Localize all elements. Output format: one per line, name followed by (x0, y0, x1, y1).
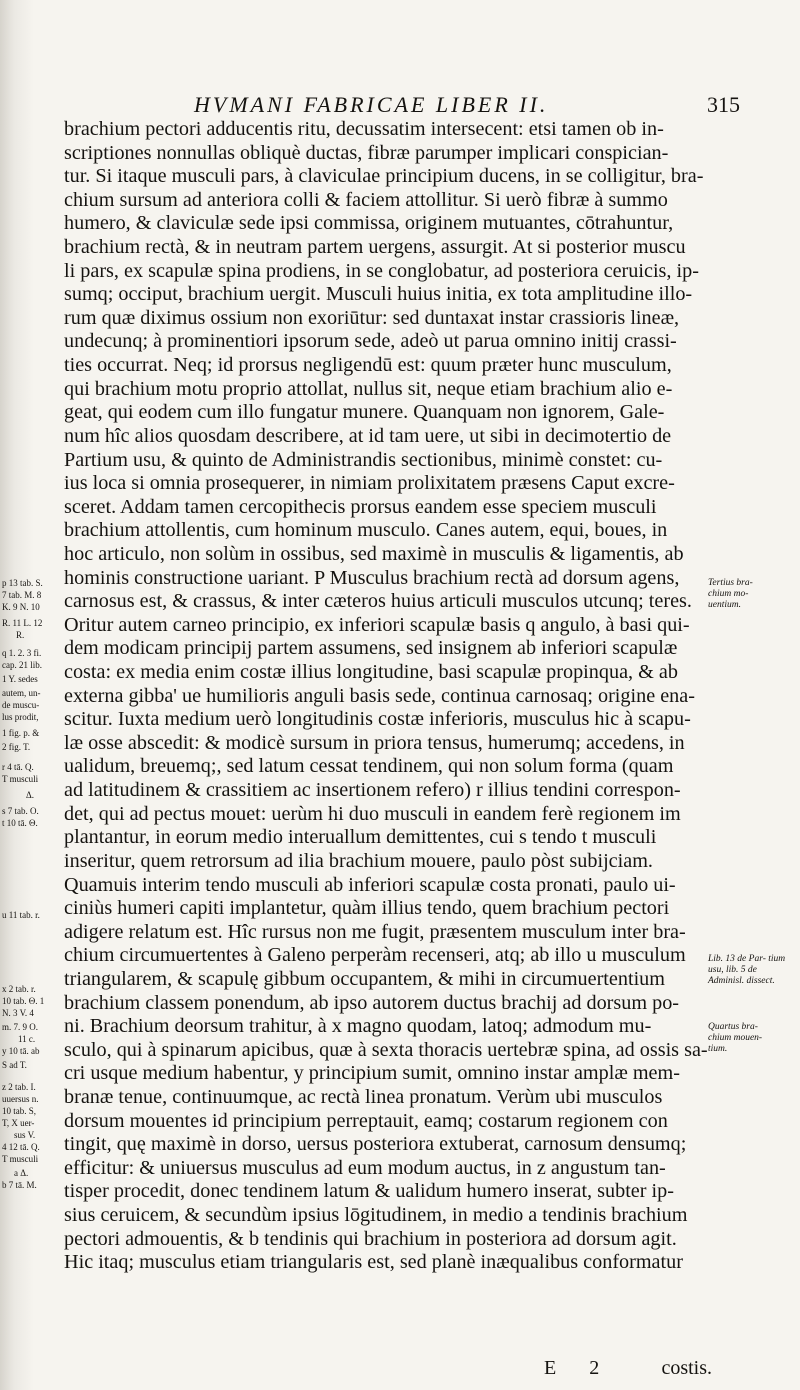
margin-note: 10 tab. S, (2, 1106, 37, 1116)
text-line: Oritur autem carneo principio, ex inferiori scapulæ basis q angulo, à basi qui- (64, 613, 690, 636)
main-text-block (64, 118, 712, 1298)
margin-note: K. 9 N. 10 (2, 602, 40, 612)
margin-note: 1 Y. sedes (2, 674, 38, 684)
text-line: pectori admouentis, & b tendinis qui brachium in posteriora ad dorsum agit. (64, 1227, 677, 1250)
text-line: chium sursum ad anteriora colli & faciem attollitur. Si uerò fibræ à summo (64, 188, 668, 211)
margin-note: 7 tab. M. 8 (2, 590, 42, 600)
text-line: triangularem, & scapulę gibbum occupantem, & mihi in circumuertentium (64, 967, 665, 990)
margin-note: 10 tab. Θ. 1 (2, 996, 45, 1006)
margin-note: t 10 tā. Θ. (2, 818, 38, 828)
text-line: sculo, qui à spinarum apicibus, quæ à sexta thoracis uertebræ spina, ad ossis sa- (64, 1038, 708, 1061)
text-line: undecunq; à prominentiori ipsorum sede, adeò ut parua omnino initij crassi- (64, 330, 677, 353)
margin-note: q 1. 2. 3 fi. (2, 648, 42, 658)
running-header (150, 92, 740, 120)
margin-note: lus prodit, (2, 712, 39, 722)
text-line: brachium attollentis, cum hominum musculo. Canes autem, equi, boues, in (64, 519, 668, 542)
text-line: efficitur: & uniuersus musculus ad eum modum auctus, in z angustum tan- (64, 1156, 666, 1179)
page-number: 315 (707, 92, 740, 117)
text-line: plantantur, in eorum medio interuallum demittentes, cui s tendo t musculi (64, 826, 657, 849)
text-line: tur. Si itaque musculi pars, à claviculae principium ducens, in se colligitur, bra- (64, 165, 704, 188)
text-line: branæ tenue, continuumque, ac rectà linea pronatum. Verùm ubi musculos (64, 1085, 663, 1108)
text-line: externa gibba' ue humilioris anguli basis sede, continua carnosaq; origine ena- (64, 684, 695, 707)
margin-note: uuersus n. (2, 1094, 39, 1104)
text-line: Quamuis interim tendo musculi ab inferiori scapulæ costa pronati, paulo ui- (64, 873, 676, 896)
margin-note: x 2 tab. r. (2, 984, 36, 994)
margin-note: p 13 tab. S. (2, 578, 43, 588)
margin-note: 11 c. (18, 1034, 36, 1044)
text-line: num hîc alios quosdam describere, at id tam uere, ut sibi in decimotertio de (64, 424, 672, 447)
text-line: adigere relatum est. Hîc rursus non me fugit, præsentem musculum inter bra- (64, 920, 686, 943)
page-footer (64, 1357, 712, 1383)
text-line: læ osse abscedit: & modicè sursum in priora tensus, humerumq; accedens, in (64, 731, 685, 754)
text-line: ius loca si omnia prosequerer, in nimiam prolixitatem præsens Caput excre- (64, 472, 675, 495)
text-line: rum quæ diximus ossium non exoriūtur: sed duntaxat instar crassioris lineæ, (64, 306, 680, 329)
running-title: HVMANI FABRICAE LIBER II. (194, 92, 549, 117)
margin-note: cap. 21 lib. (2, 660, 42, 670)
catchword: costis. (661, 1357, 712, 1379)
margin-note: r 4 tā. Q. (2, 762, 34, 772)
text-line: qui brachium motu proprio attollat, nullus sit, neque etiam brachium alio e- (64, 377, 673, 400)
text-line: hoc articulo, non solùm in ossibus, sed maximè in musculis & ligamentis, ab (64, 542, 684, 565)
text-line: dem modicam principij partem assumens, sed insignem ab inferiori scapulæ (64, 637, 678, 660)
text-line (64, 1275, 712, 1299)
signature-mark: E 2 (544, 1357, 614, 1379)
margin-note: m. 7. 9 O. (2, 1022, 38, 1032)
text-line: carnosus est, & crassus, & inter cæteros huius articuli musculos utcunq; teres. (64, 590, 692, 613)
margin-note: T musculi (2, 1154, 39, 1164)
text-line: Hic itaq; musculus etiam triangularis est, sed planè inæqualibus conformatur (64, 1251, 683, 1274)
text-line: sius ceruicem, & secundùm ipsius lōgitudinem, in medio a tendinis brachium (64, 1204, 688, 1227)
margin-note: s 7 tab. O. (2, 806, 39, 816)
side-reference: Lib. 13 de Par- tium usu, lib. 5 de Adminisl. dissect. (708, 954, 786, 986)
text-line: tingit, quę maximè in dorso, uersus posteriora extuberat, carnosum densumq; (64, 1133, 687, 1156)
text-line: sumq; occiput, brachium uergit. Musculi huius initia, ex tota amplitudine illo- (64, 283, 693, 306)
margin-note: b 7 tā. M. (2, 1180, 37, 1190)
margin-note: S ad T. (2, 1060, 27, 1070)
text-line: ad latitudinem & crassitiem ac insertionem refero) r illius tendini correspon- (64, 779, 681, 802)
text-line: ciniùs humeri capiti implantetur, quàm illius tendo, quem brachium pectori (64, 897, 670, 920)
text-line: Partium usu, & quinto de Administrandis sectionibus, minimè constet: cu- (64, 448, 663, 471)
margin-note: 4 12 tā. Q. (2, 1142, 40, 1152)
text-line: sceret. Addam tamen cercopithecis prorsus eandem esse speciem musculi (64, 495, 657, 518)
text-line: li pars, ex scapulæ spina prodiens, in se conglobatur, ad posteriora ceruicis, ip- (64, 259, 699, 282)
text-line: brachium rectà, & in neutram partem uergens, assurgit. At si posterior muscu (64, 236, 686, 259)
margin-note: autem, un- (2, 688, 41, 698)
margin-note: de muscu- (2, 700, 40, 710)
text-line: tisper procedit, donec tendinem latum & ualidum humero inserat, subter ip- (64, 1180, 674, 1203)
text-line: scriptiones nonnullas obliquè ductas, fibræ parumper implicari conspician- (64, 141, 669, 164)
margin-note: y 10 tā. ab (2, 1046, 40, 1056)
text-line: ties occurrat. Neq; id prorsus negligendū est: quum præter hunc musculum, (64, 354, 672, 377)
margin-note: z 2 tab. I. (2, 1082, 36, 1092)
text-line: ni. Brachium deorsum trahitur, à x magno quodam, latoq; admodum mu- (64, 1015, 652, 1038)
text-line: humero, & claviculæ sede ipsi commissa, originem mutuantes, cōtrahuntur, (64, 212, 674, 235)
margin-note: sus V. (14, 1130, 36, 1140)
text-line: dorsum mouentes id principium perreptauit, eamq; costarum regionem con (64, 1109, 668, 1132)
margin-note: N. 3 V. 4 (2, 1008, 34, 1018)
margin-note: T musculi (2, 774, 39, 784)
text-line: brachium classem ponendum, ab ipso autorem ductus brachij ad dorsum po- (64, 991, 680, 1014)
text-line: cri usque medium habentur, y principium sumit, omnino instar amplæ mem- (64, 1062, 680, 1085)
margin-note: 1 fig. p. & (2, 728, 40, 738)
text-line: ualidum, breuemq;, sed latum cessat tendinem, qui non solum forma (quam (64, 755, 674, 778)
text-line: inseritur, quem retrorsum ad ilia brachium mouere, paulo pòst subijciam. (64, 849, 653, 872)
margin-note: Δ. (26, 790, 35, 800)
text-line: geat, qui eodem cum illo fungatur munere. Quanquam non ignorem, Gale- (64, 401, 665, 424)
margin-note: T, X uer- (2, 1118, 35, 1128)
margin-note: R. (16, 630, 25, 640)
text-line: costa: ex media enim costæ illius longitudine, basi scapulæ propinqua, & ab (64, 661, 678, 684)
side-heading: Quartus bra- chium mouen- tium. (708, 1022, 763, 1054)
text-line: chium circumuertentes à Galeno perperàm recenseri, atq; ab illo u musculum (64, 944, 686, 967)
margin-note: R. 11 L. 12 (2, 618, 43, 628)
margin-note: a Δ. (14, 1168, 29, 1178)
text-line: hominis constructione uariant. P Musculus brachium rectà ad dorsum agens, (64, 566, 680, 589)
text-line: brachium pectori adducentis ritu, decussatim intersecent: etsi tamen ob in- (64, 118, 664, 140)
text-line: scitur. Iuxta medium uerò longitudinis costæ inferioris, musculus hic à scapu- (64, 708, 691, 731)
text-line: det, qui ad pectus mouet: uerùm hi duo musculi in eandem ferè regionem im (64, 802, 681, 825)
margin-note: u 11 tab. r. (2, 910, 40, 920)
margin-note: 2 fig. T. (2, 742, 31, 752)
side-heading: Tertius bra- chium mo- uentium. (708, 578, 753, 610)
